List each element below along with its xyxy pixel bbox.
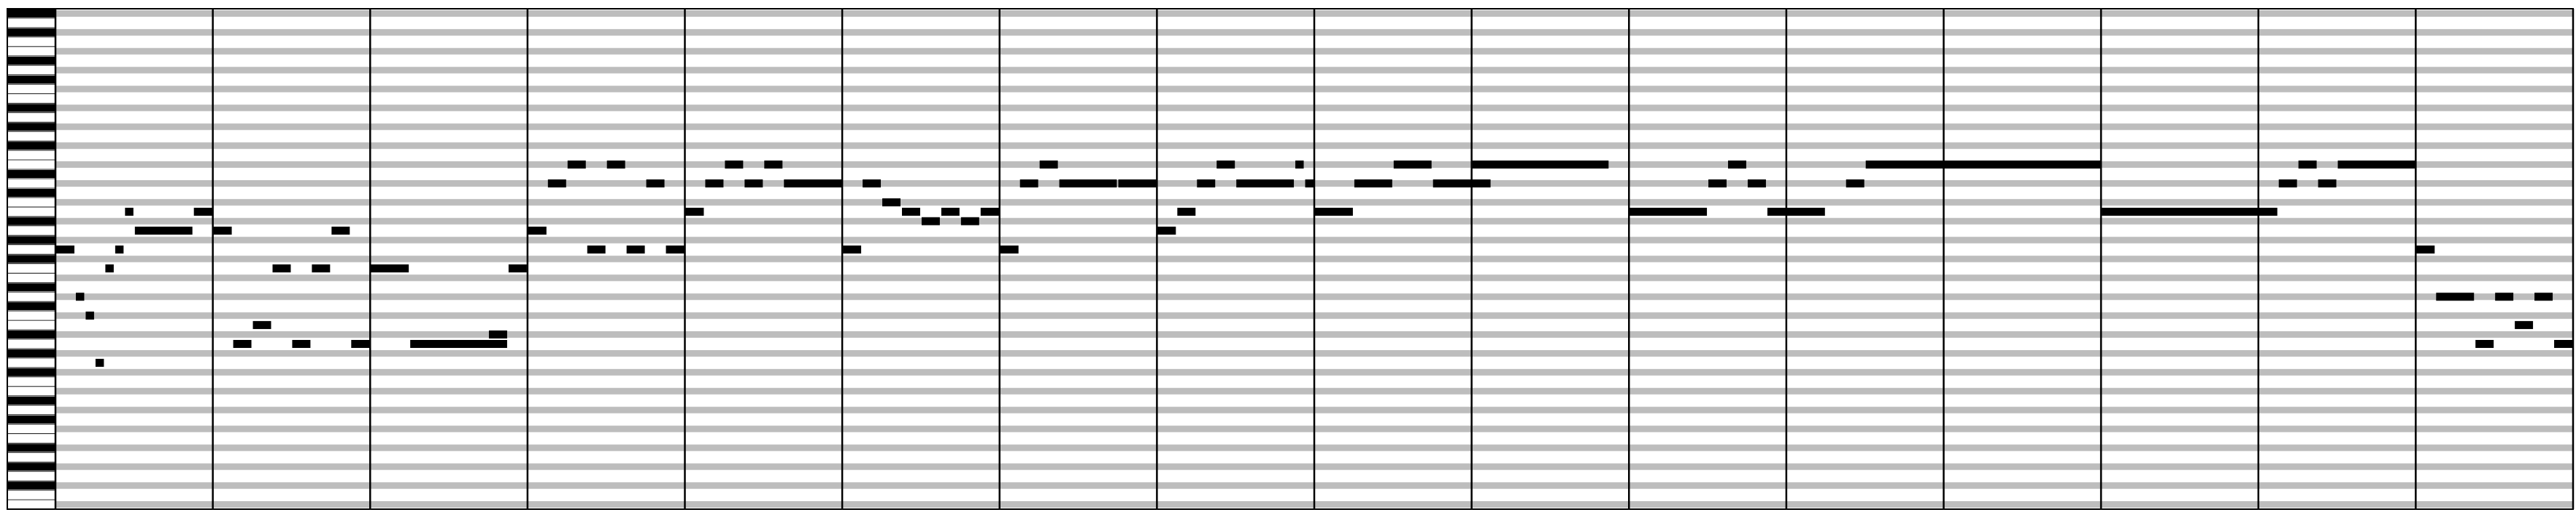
white-key[interactable] <box>7 387 55 396</box>
note-block[interactable] <box>2495 293 2513 301</box>
black-key[interactable] <box>7 397 55 405</box>
note-block[interactable] <box>627 246 645 254</box>
white-key[interactable] <box>7 66 55 75</box>
black-key[interactable] <box>7 255 55 263</box>
note-block[interactable] <box>76 293 84 301</box>
note-block[interactable] <box>2299 160 2317 169</box>
note-block[interactable] <box>1157 227 1176 235</box>
black-key[interactable] <box>7 9 55 18</box>
black-key[interactable] <box>7 349 55 357</box>
white-key[interactable] <box>7 198 55 207</box>
note-block[interactable] <box>1866 160 2100 169</box>
white-key[interactable] <box>7 112 55 122</box>
note-block[interactable] <box>568 160 586 169</box>
note-block[interactable] <box>1630 208 1707 216</box>
black-key[interactable] <box>7 76 55 84</box>
note-block[interactable] <box>902 208 920 216</box>
white-key[interactable] <box>7 179 55 188</box>
note-block[interactable] <box>56 246 74 254</box>
note-block[interactable] <box>1394 160 1432 169</box>
white-key[interactable] <box>7 37 55 47</box>
note-block[interactable] <box>548 179 566 187</box>
white-key[interactable] <box>7 226 55 236</box>
note-block[interactable] <box>2534 293 2553 301</box>
note-block[interactable] <box>1197 179 1215 187</box>
note-block[interactable] <box>2554 340 2572 348</box>
note-block[interactable] <box>1846 179 1864 187</box>
note-block[interactable] <box>528 227 547 235</box>
note-block[interactable] <box>2318 179 2337 187</box>
white-key[interactable] <box>7 85 55 94</box>
note-block[interactable] <box>1315 208 1353 216</box>
note-block[interactable] <box>705 179 723 187</box>
white-key[interactable] <box>7 245 55 255</box>
note-block[interactable] <box>272 264 290 272</box>
note-block[interactable] <box>135 227 193 235</box>
white-key[interactable] <box>7 500 55 509</box>
black-key[interactable] <box>7 481 55 489</box>
black-key[interactable] <box>7 57 55 65</box>
note-block[interactable] <box>1236 179 1294 187</box>
note-block[interactable] <box>331 227 350 235</box>
black-key[interactable] <box>7 283 55 291</box>
black-key[interactable] <box>7 170 55 178</box>
note-block[interactable] <box>882 198 901 206</box>
black-key[interactable] <box>7 368 55 376</box>
note-block[interactable] <box>194 208 212 216</box>
note-block[interactable] <box>941 208 960 216</box>
white-key[interactable] <box>7 471 55 481</box>
white-key[interactable] <box>7 377 55 387</box>
note-block[interactable] <box>105 264 113 272</box>
note-block[interactable] <box>96 359 104 367</box>
note-block[interactable] <box>843 246 861 254</box>
note-block[interactable] <box>85 311 93 320</box>
white-key[interactable] <box>7 273 55 282</box>
black-key[interactable] <box>7 416 55 424</box>
note-block[interactable] <box>686 208 704 216</box>
note-block[interactable] <box>1473 160 1609 169</box>
note-block[interactable] <box>125 208 133 216</box>
black-key[interactable] <box>7 236 55 244</box>
note-block[interactable] <box>351 340 369 348</box>
note-block[interactable] <box>410 340 507 348</box>
black-key[interactable] <box>7 123 55 131</box>
black-key[interactable] <box>7 217 55 225</box>
note-block[interactable] <box>1354 179 1392 187</box>
note-block[interactable] <box>2102 208 2278 216</box>
note-block[interactable] <box>922 217 940 225</box>
white-key[interactable] <box>7 425 55 434</box>
note-block[interactable] <box>1728 160 1746 169</box>
piano-keyboard[interactable] <box>7 9 55 509</box>
white-key[interactable] <box>7 320 55 330</box>
note-block[interactable] <box>1708 179 1727 187</box>
note-block[interactable] <box>647 179 665 187</box>
note-block[interactable] <box>1216 160 1235 169</box>
note-block[interactable] <box>1060 179 1117 187</box>
note-block[interactable] <box>253 321 271 329</box>
note-block[interactable] <box>2475 340 2494 348</box>
white-key[interactable] <box>7 93 55 103</box>
black-key[interactable] <box>7 189 55 197</box>
black-key[interactable] <box>7 104 55 112</box>
note-block[interactable] <box>234 340 252 348</box>
note-block[interactable] <box>509 264 527 272</box>
note-block[interactable] <box>1118 179 1156 187</box>
white-key[interactable] <box>7 406 55 415</box>
black-key[interactable] <box>7 462 55 471</box>
white-key[interactable] <box>7 263 55 273</box>
white-key[interactable] <box>7 160 55 169</box>
note-block[interactable] <box>607 160 625 169</box>
white-key[interactable] <box>7 433 55 443</box>
white-key[interactable] <box>7 292 55 301</box>
black-key[interactable] <box>7 444 55 452</box>
black-key[interactable] <box>7 142 55 150</box>
note-block[interactable] <box>489 330 507 338</box>
note-block[interactable] <box>961 217 979 225</box>
note-block[interactable] <box>292 340 310 348</box>
white-key[interactable] <box>7 131 55 141</box>
note-block[interactable] <box>2338 160 2415 169</box>
note-block[interactable] <box>744 179 763 187</box>
note-block[interactable] <box>1306 179 1314 187</box>
black-key[interactable] <box>7 302 55 310</box>
note-block[interactable] <box>1000 246 1019 254</box>
note-block[interactable] <box>1433 179 1491 187</box>
white-key[interactable] <box>7 339 55 349</box>
note-block[interactable] <box>312 264 330 272</box>
note-block[interactable] <box>115 246 123 254</box>
white-key[interactable] <box>7 150 55 160</box>
note-block[interactable] <box>1020 179 1038 187</box>
white-key[interactable] <box>7 490 55 500</box>
note-block[interactable] <box>2515 321 2533 329</box>
note-block[interactable] <box>784 179 841 187</box>
note-block[interactable] <box>1748 179 1766 187</box>
note-block[interactable] <box>2279 179 2297 187</box>
note-block[interactable] <box>1177 208 1195 216</box>
white-key[interactable] <box>7 311 55 320</box>
note-block[interactable] <box>1767 208 1825 216</box>
note-block[interactable] <box>764 160 782 169</box>
note-block[interactable] <box>981 208 999 216</box>
note-block[interactable] <box>725 160 743 169</box>
white-key[interactable] <box>7 18 55 28</box>
note-block[interactable] <box>1295 160 1303 169</box>
white-key[interactable] <box>7 358 55 368</box>
white-key[interactable] <box>7 207 55 217</box>
note-block[interactable] <box>371 264 409 272</box>
white-key[interactable] <box>7 47 55 56</box>
white-key[interactable] <box>7 452 55 462</box>
note-block[interactable] <box>666 246 685 254</box>
note-block[interactable] <box>863 179 881 187</box>
note-block[interactable] <box>1040 160 1058 169</box>
note-block[interactable] <box>214 227 232 235</box>
black-key[interactable] <box>7 28 55 36</box>
note-block[interactable] <box>2436 293 2474 301</box>
note-block[interactable] <box>587 246 606 254</box>
black-key[interactable] <box>7 330 55 338</box>
note-block[interactable] <box>2416 246 2434 254</box>
